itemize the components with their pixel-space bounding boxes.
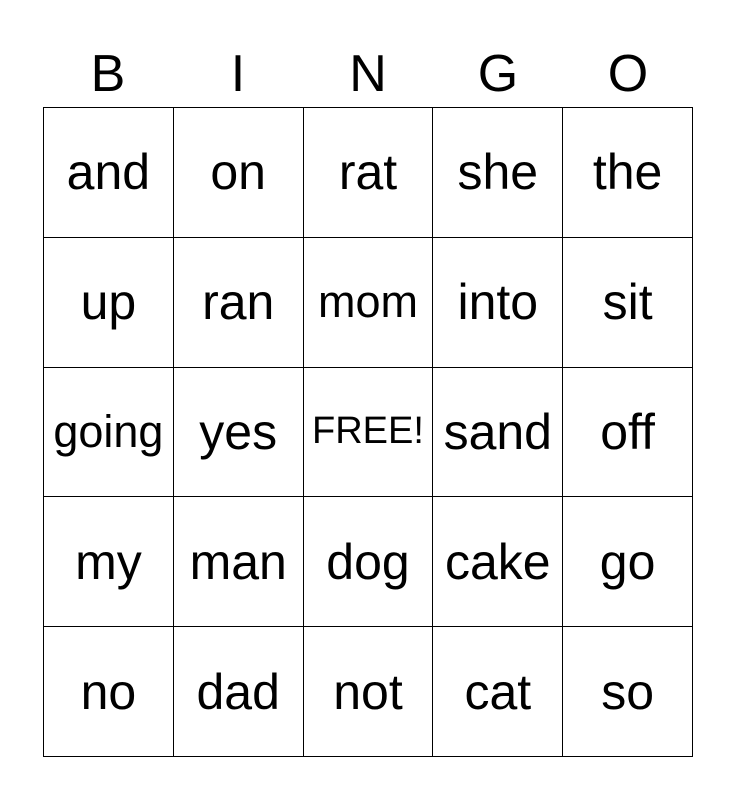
bingo-cell[interactable]: dad (174, 627, 304, 757)
bingo-cell[interactable]: yes (174, 368, 304, 498)
bingo-cell[interactable]: she (433, 108, 563, 238)
header-letter-i: I (230, 45, 246, 103)
bingo-cell[interactable]: mom (304, 238, 434, 368)
bingo-cell[interactable]: cake (433, 497, 563, 627)
header-letter-g: G (477, 45, 519, 103)
bingo-header (43, 42, 693, 106)
bingo-cell[interactable]: the (563, 108, 693, 238)
bingo-cell[interactable]: off (563, 368, 693, 498)
bingo-cell[interactable]: no (44, 627, 174, 757)
header-letter-b: B (90, 45, 126, 103)
bingo-cell[interactable]: up (44, 238, 174, 368)
bingo-cell[interactable]: so (563, 627, 693, 757)
bingo-cell[interactable]: ran (174, 238, 304, 368)
bingo-cell[interactable]: sit (563, 238, 693, 368)
bingo-cell[interactable]: man (174, 497, 304, 627)
bingo-cell[interactable]: not (304, 627, 434, 757)
bingo-cell[interactable]: into (433, 238, 563, 368)
bingo-cell[interactable]: go (563, 497, 693, 627)
bingo-cell[interactable]: going (44, 368, 174, 498)
bingo-board (43, 107, 693, 757)
bingo-cell[interactable]: cat (433, 627, 563, 757)
header-letter-n: N (349, 45, 387, 103)
header-letter-o: O (607, 45, 649, 103)
free-space-cell[interactable]: FREE! (304, 368, 434, 498)
bingo-cell[interactable]: sand (433, 368, 563, 498)
bingo-cell[interactable]: my (44, 497, 174, 627)
bingo-cell[interactable]: on (174, 108, 304, 238)
bingo-cell[interactable]: and (44, 108, 174, 238)
bingo-cell[interactable]: rat (304, 108, 434, 238)
bingo-cell[interactable]: dog (304, 497, 434, 627)
